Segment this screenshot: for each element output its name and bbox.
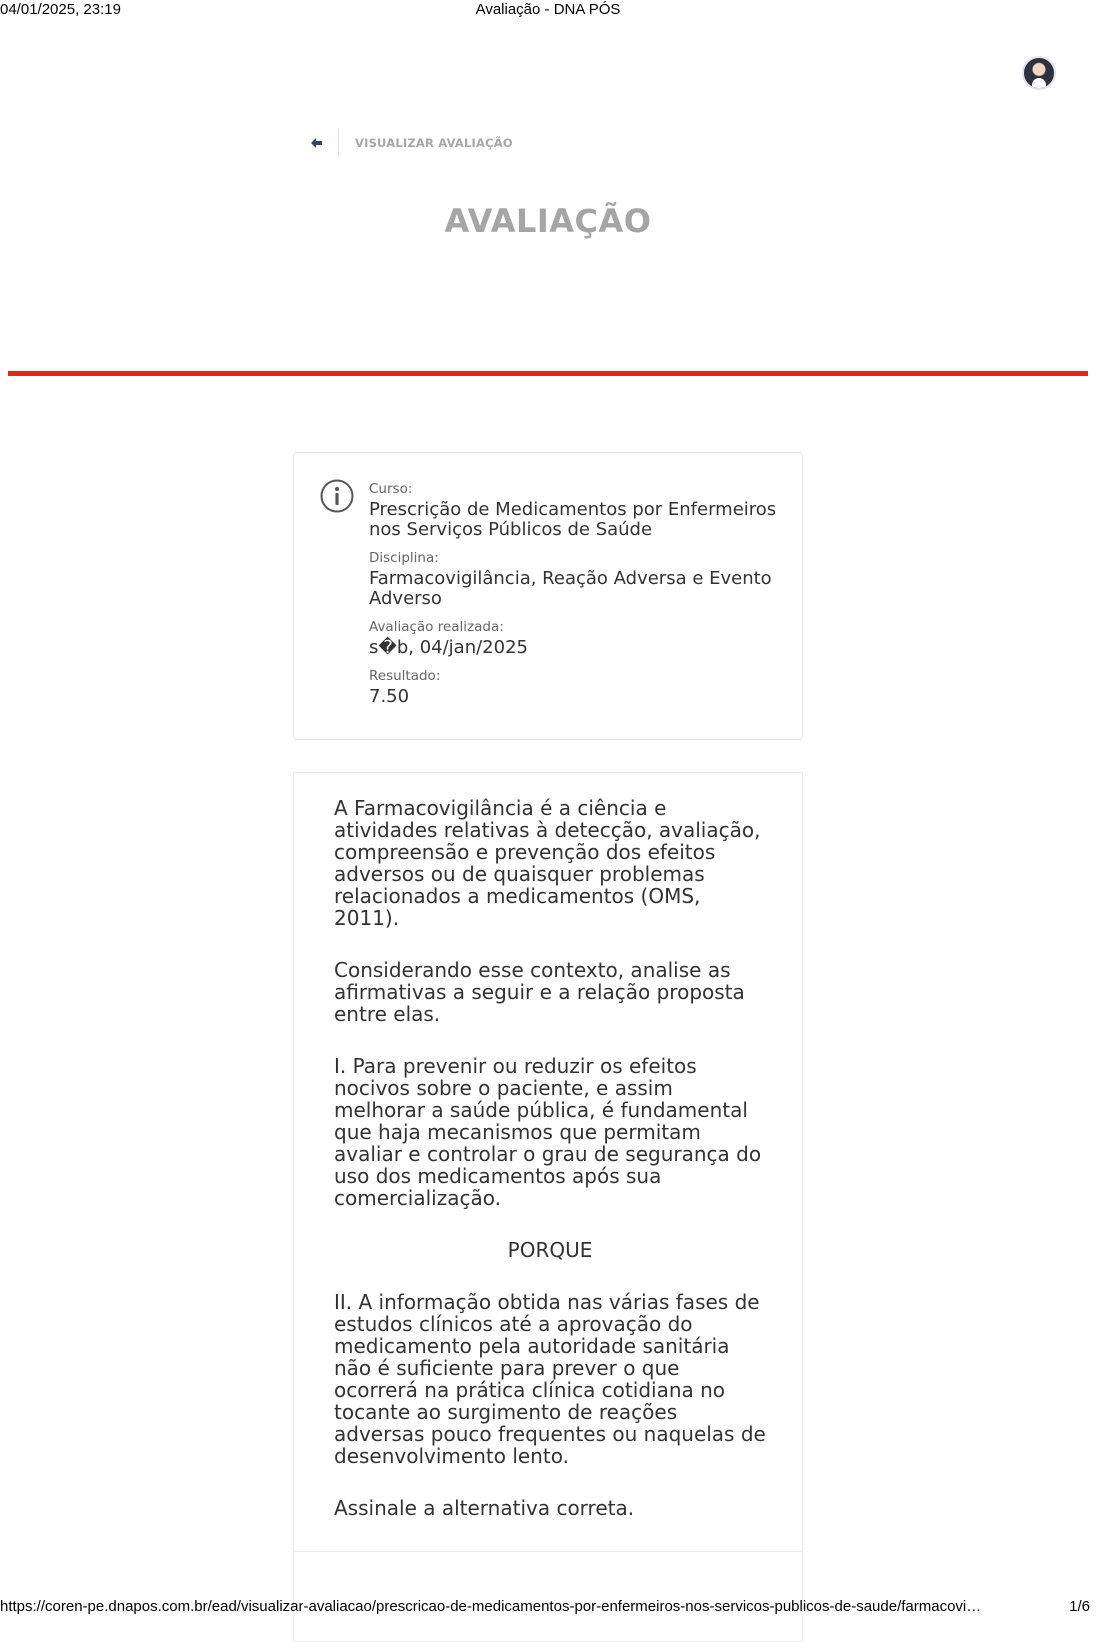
print-footer <box>0 1598 1096 1620</box>
print-datetime: 04/01/2025, 23:19 <box>0 1 121 18</box>
info-content <box>369 481 789 717</box>
breadcrumb <box>306 128 513 158</box>
breadcrumb-divider <box>338 128 339 158</box>
question-paragraph: Considerando esse contexto, analise as afirmativas a seguir e a relação proposta entre elas. <box>334 958 745 1026</box>
question-paragraph: II. A informação obtida nas várias fases de estudos clínicos até a aprovação do medicamento pela autoridade sanitária não é suficiente para prever o que ocorrerá na prática clínica cotidiana no tocante ao surgimento de reações adversas pouco frequentes ou naquelas de desenvolvimento lento. <box>334 1290 766 1468</box>
question-paragraph: A Farmacovigilância é a ciência e atividades relativas à detecção, avaliação, compreensão e prevenção dos efeitos adversos ou de quaisquer problemas relacionados a medicamentos (OMS, 2011). <box>334 796 761 930</box>
evaluation-info-card <box>293 452 803 740</box>
question-divider <box>294 1551 802 1552</box>
date-value: s�b, 04/jan/2025 <box>369 637 528 658</box>
date-label: Avaliação realizada: <box>369 619 504 635</box>
info-circle-icon <box>320 479 354 513</box>
course-label: Curso: <box>369 481 413 497</box>
result-value: 7.50 <box>369 686 410 707</box>
question-body <box>334 797 766 1549</box>
question-instruction: Assinale a alternativa correta. <box>334 1496 635 1520</box>
question-card <box>293 772 803 1642</box>
user-avatar[interactable] <box>1022 56 1056 90</box>
page-title: AVALIAÇÃO <box>444 202 652 240</box>
accent-divider-bar <box>8 371 1088 376</box>
result-label: Resultado: <box>369 668 441 684</box>
question-paragraph: I. Para prevenir ou reduzir os efeitos nocivos sobre o paciente, e assim melhorar a saúde pública, é fundamental que haja mecanismos que permitam avaliar e controlar o grau de segurança do uso dos medicamentos após sua comercialização. <box>334 1054 762 1210</box>
arrow-left-icon[interactable] <box>306 128 328 158</box>
print-page-title: Avaliação - DNA PÓS <box>475 1 621 18</box>
page-number: 1/6 <box>1069 1598 1090 1615</box>
discipline-label: Disciplina: <box>369 550 439 566</box>
print-url: https://coren-pe.dnapos.com.br/ead/visualizar-avaliacao/prescricao-de-medicamentos-por-enfermeiros-nos-servicos-publicos-de-saude/farmacovi… <box>0 1598 982 1615</box>
breadcrumb-label: VISUALIZAR AVALIAÇÃO <box>355 136 513 150</box>
question-connector: PORQUE <box>507 1238 593 1262</box>
course-value: Prescrição de Medicamentos por Enfermeiros nos Serviços Públicos de Saúde <box>369 499 777 540</box>
print-header <box>0 0 1096 22</box>
discipline-value: Farmacovigilância, Reação Adversa e Evento Adverso <box>369 568 772 609</box>
